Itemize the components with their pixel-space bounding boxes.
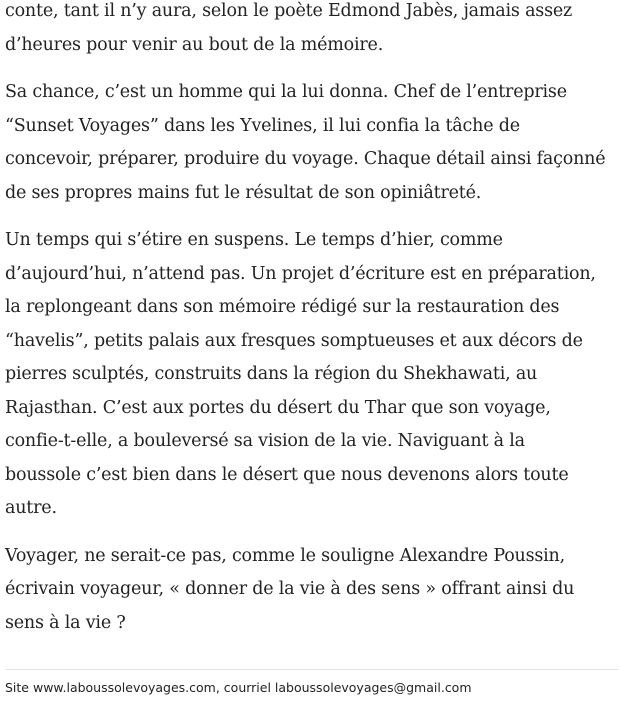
- paragraph-line: d’aujourd’hui, n’attend pas. Un projet d’écriture est en préparation,: [5, 263, 596, 284]
- paragraph-line: pierres sculptés, construits dans la région du Shekhawati, au: [5, 364, 538, 384]
- paragraph-4: [5, 540, 625, 641]
- paragraph-line: de ses propres mains fut le résultat de son opiniâtreté.: [5, 182, 482, 203]
- paragraph-line: conte, tant il n’y aura, selon le poète Edmond Jabès, jamais assez: [5, 1, 573, 21]
- paragraph-line: d’heures pour venir au bout de la mémoire.: [5, 34, 384, 55]
- paragraph-line: Sa chance, c’est un homme qui la lui donna. Chef de l’entreprise: [5, 82, 567, 102]
- paragraph-line: “havelis”, petits palais aux fresques somptueuses et aux décors de: [5, 330, 583, 351]
- paragraph-line: écrivain voyageur, « donner de la vie à des sens » offrant ainsi du: [5, 579, 575, 599]
- contact-footer-text: Site www.laboussolevoyages.com, courriel laboussolevoyages@gmail.com: [5, 680, 472, 695]
- paragraph-line: concevoir, préparer, produire du voyage. Chaque détail ainsi façonné: [5, 149, 606, 169]
- paragraph-line: boussole c’est bien dans le désert que nous devenons alors toute: [5, 464, 569, 485]
- paragraph-1: [5, 0, 625, 62]
- paragraph-line: confie-t-elle, a bouleversé sa vision de la vie. Naviguant à la: [5, 431, 525, 451]
- paragraph-2: [5, 76, 625, 210]
- paragraph-line: Rajasthan. C’est aux portes du désert du Thar que son voyage,: [5, 397, 551, 418]
- paragraph-line: sens à la vie ?: [5, 612, 126, 633]
- paragraph-line: autre.: [5, 498, 57, 518]
- paragraph-line: Voyager, ne serait-ce pas, comme le souligne Alexandre Poussin,: [5, 545, 565, 566]
- paragraph-3: [5, 224, 625, 526]
- paragraph-line: la replongeant dans son mémoire rédigé sur la restauration des: [5, 297, 560, 317]
- article-body: [5, 0, 625, 654]
- footer-divider: [5, 669, 619, 670]
- paragraph-line: Un temps qui s’étire en suspens. Le temps d’hier, comme: [5, 230, 503, 250]
- paragraph-line: “Sunset Voyages” dans les Yvelines, il lui confia la tâche de: [5, 115, 520, 136]
- contact-footer: [5, 678, 472, 698]
